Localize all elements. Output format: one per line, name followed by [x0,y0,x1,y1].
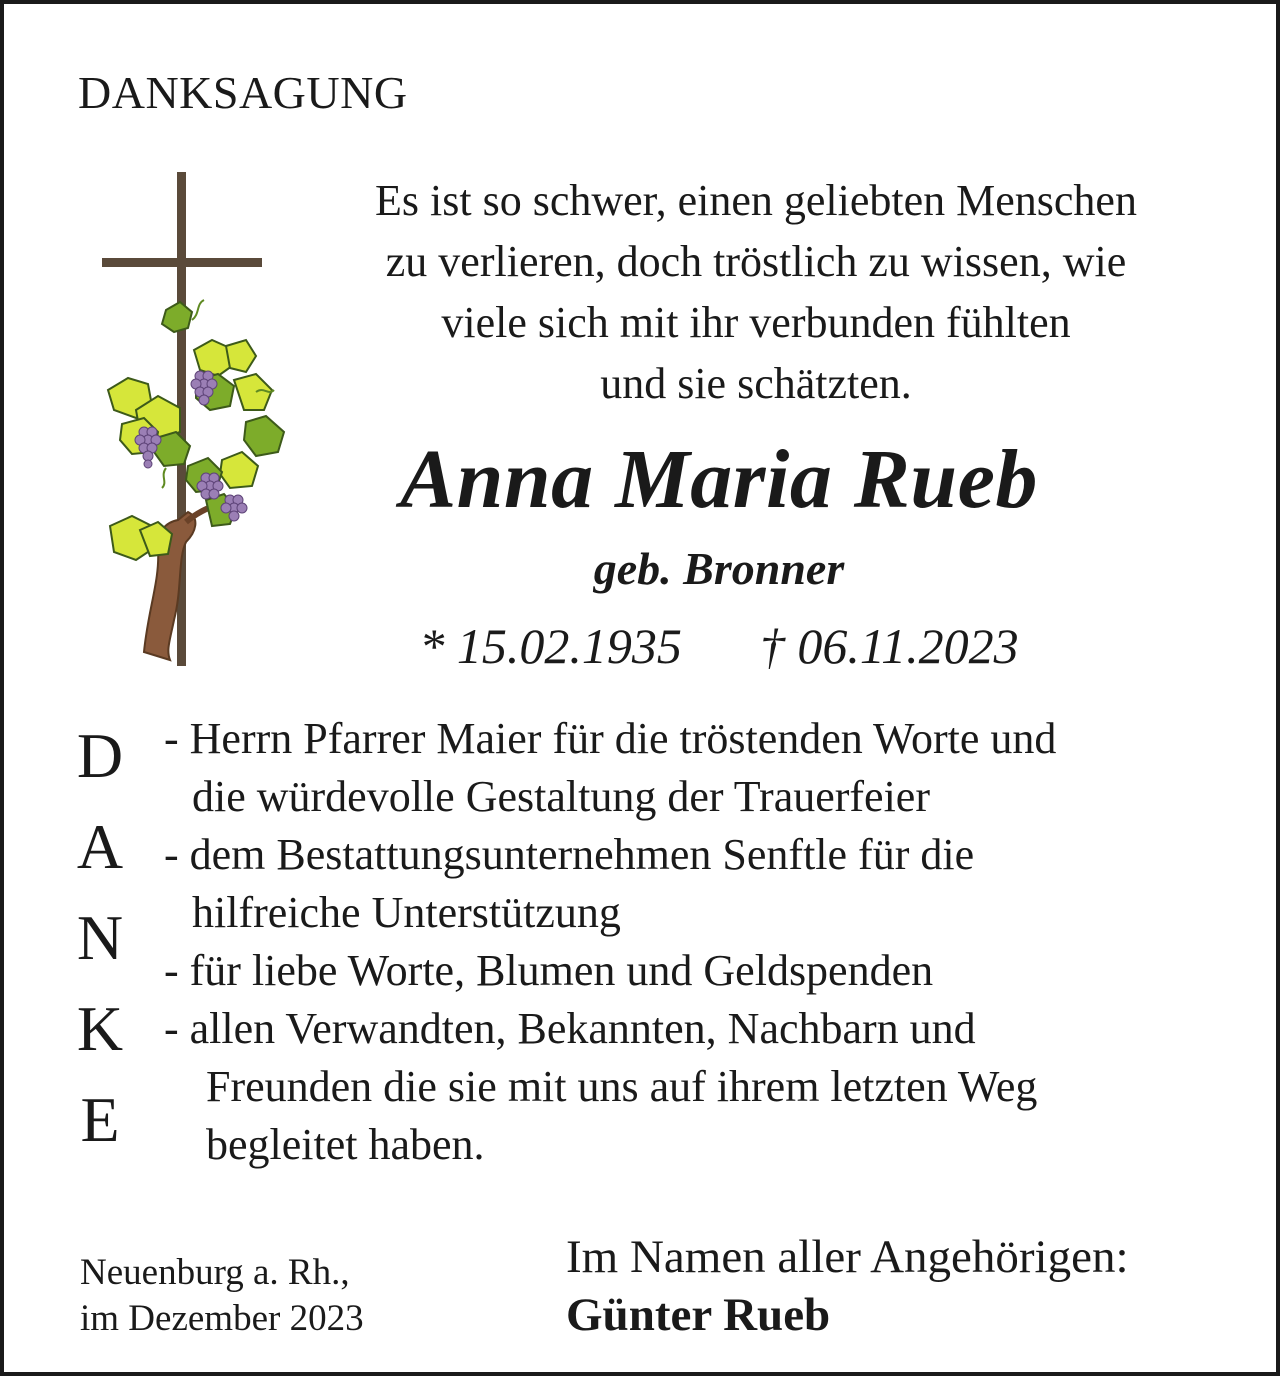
dank-letter: D [76,720,124,791]
thanks-list [164,710,1244,1174]
dank-letter: A [76,811,124,882]
cross-with-grapevine-icon [96,170,296,670]
maiden-name: geb. Bronner [593,543,845,594]
dank-letter: E [80,1084,120,1155]
signature-block [566,1228,1129,1344]
place-and-date [80,1250,364,1342]
signer-name: Günter Rueb [566,1289,831,1341]
heading: DANKSAGUNG [78,67,408,118]
poem [304,170,1208,414]
dank-letter: N [76,902,124,973]
signature-intro: Im Namen aller Angehörigen: [566,1231,1129,1283]
dank-vertical-word [68,710,132,1165]
date-line: im Dezember 2023 [80,1298,364,1339]
poem-line: Es ist so schwer, einen geliebten Menschen [375,176,1137,225]
thanks-item: - Herrn Pfarrer Maier für die tröstenden Worte und [164,714,1057,763]
poem-line: zu verlieren, doch tröstlich zu wissen, wie [385,237,1127,286]
deceased-name: Anna Maria Rueb [400,433,1038,526]
death-date: † 06.11.2023 [759,618,1019,674]
life-dates [304,617,1134,675]
poem-line: und sie schätzten. [600,359,912,408]
poem-line: viele sich mit ihr verbunden fühlten [441,298,1071,347]
thanks-item: - für liebe Worte, Blumen und Geldspenden [164,946,934,995]
thanks-item-continuation: begleitet haben. [206,1120,485,1169]
birth-date: * 15.02.1935 [419,618,682,674]
thanks-item-continuation: hilfreiche Unterstützung [192,888,621,937]
thanks-item: - allen Verwandten, Bekannten, Nachbarn und [164,1004,976,1053]
thanks-item-continuation: die würdevolle Gestaltung der Trauerfeier [192,772,930,821]
thanks-item-continuation: Freunden die sie mit uns auf ihrem letzten Weg [206,1062,1038,1111]
dank-letter: K [76,993,124,1064]
place-line: Neuenburg a. Rh., [80,1252,350,1293]
thanks-item: - dem Bestattungsunternehmen Senftle für die [164,830,975,879]
